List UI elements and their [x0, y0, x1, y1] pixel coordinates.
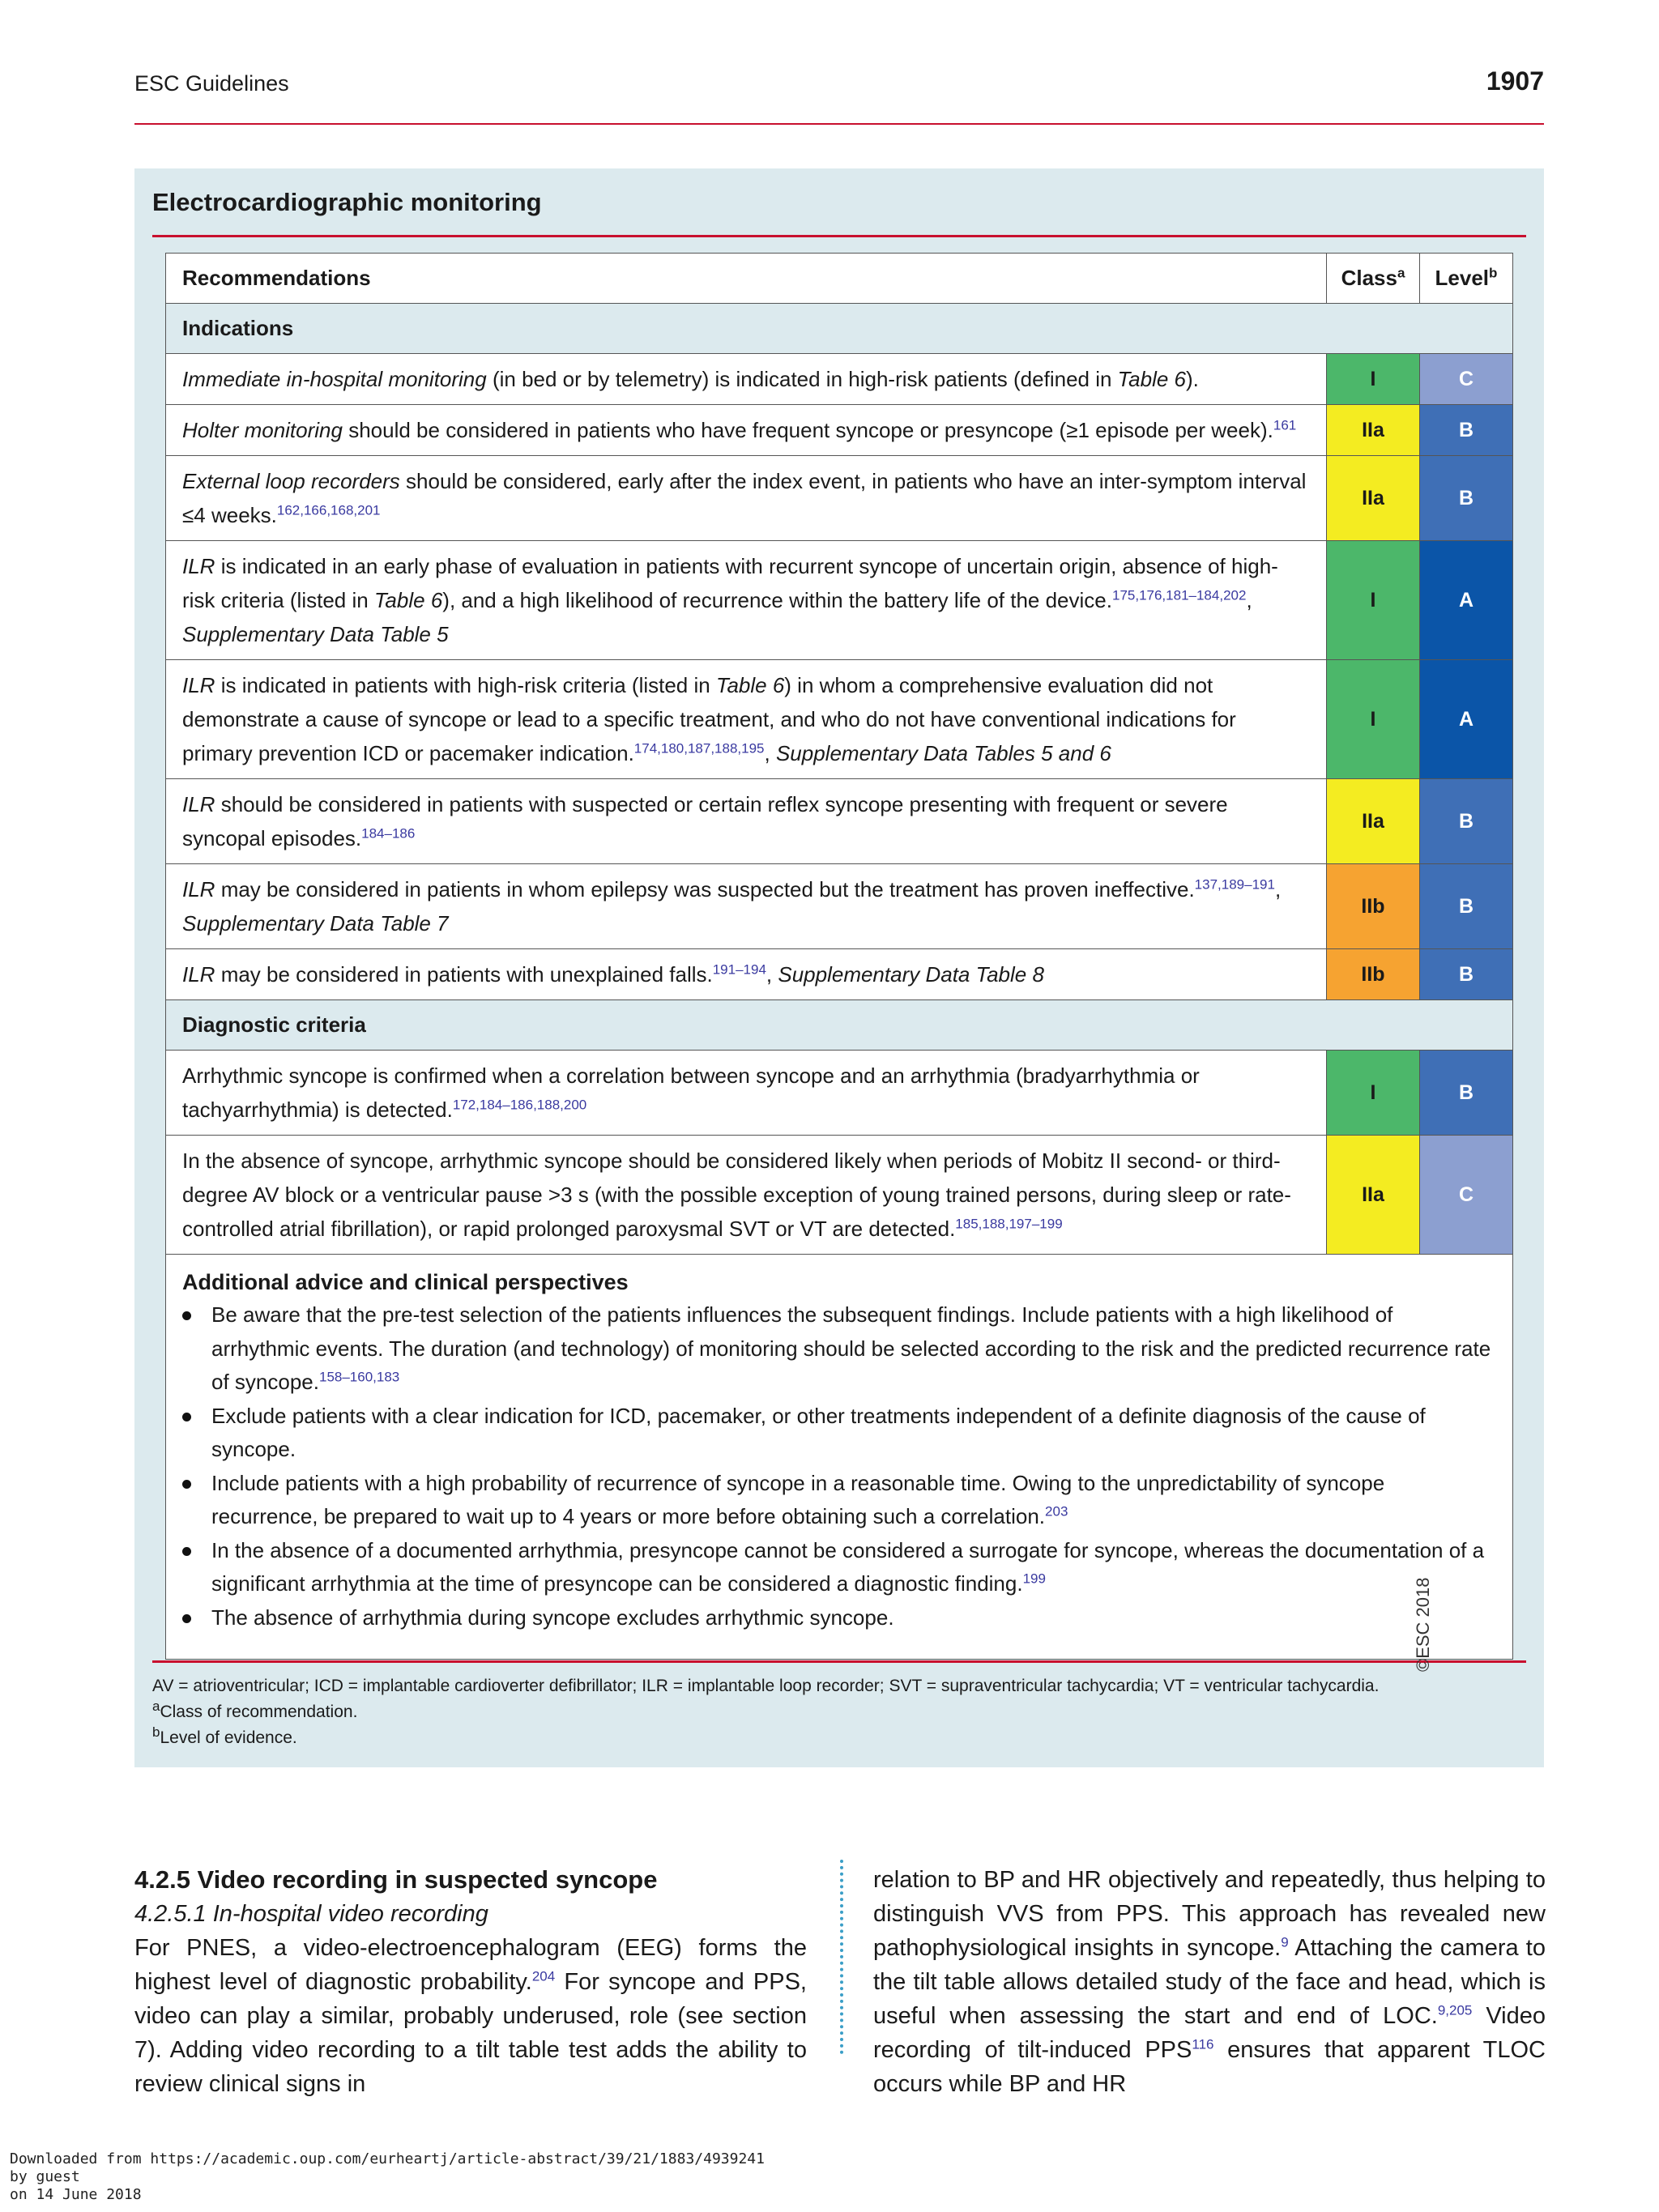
page-number: 1907 [1486, 66, 1544, 96]
column-divider [840, 1860, 843, 2054]
section-heading: 4.2.5 Video recording in suspected syncope [134, 1865, 658, 1894]
citation: 175,176,181–184,202 [1111, 587, 1247, 603]
level-badge: C [1420, 1136, 1513, 1255]
box-top-rule [152, 235, 1526, 237]
right-paragraph: relation to BP and HR objectively and repeatedly, thus helping to distinguish VVS from PPS. This approach has revealed new pathophysiological insights in syncope.$^9$ Attaching the camera to the tilt table allows detailed study of the face and head, which is useful when assessing the start and end of LOC.$^{9,205}$ Video recording of tilt-induced PPS$^{116}$ ensures that apparent TLOC occurs while BP and HR [873, 1867, 1546, 2097]
class-badge: I [1327, 354, 1420, 405]
citation: 158–160,183 [318, 1369, 400, 1385]
citation: 184–186 [361, 825, 416, 842]
subsection-heading: 4.2.5.1 In-hospital video recording [134, 1901, 488, 1927]
class-badge: IIb [1327, 949, 1420, 1000]
citation: 172,184–186,188,200 [452, 1097, 587, 1113]
class-badge: I [1327, 1051, 1420, 1136]
list-item: Exclude patients with a clear indication for ICD, pacemaker, or other treatments independent of a definite diagnosis of the cause of syncope. [182, 1400, 1496, 1467]
citation: 162,166,168,201 [276, 502, 381, 518]
bullet-icon [182, 1614, 191, 1623]
download-notice: Downloaded from https://academic.oup.com/eurheartj/article-abstract/39/21/1883/4939241 by guest on 14 June 2018 [10, 2150, 765, 2203]
box-title: Electrocardiographic monitoring [152, 188, 542, 216]
recommendation-text: ILR may be considered in patients in whom epilepsy was suspected but the treatment has proven ineffective.$^{137,189-191}$, Supplementary Data Table 7 [166, 864, 1327, 949]
footnote-abbreviations: AV = atrioventricular; ICD = implantable cardioverter defibrillator; ILR = implantable loop recorder; SVT = supraventricular tachycardia; VT = ventricular tachycardia. [152, 1677, 1380, 1695]
advice-cell [166, 1255, 1513, 1660]
list-item: Be aware that the pre-test selection of the patients influences the subsequent findings. Include patients with a high likelihood of arrhythmic events. The duration (and technology) of monitoring should be selected according to the risk and the predicted recurrence rate of syncope.$^{158-160,183}$ [182, 1298, 1496, 1400]
table-row [166, 1051, 1513, 1136]
section-indications: Indications [166, 304, 1513, 354]
table-row [166, 660, 1513, 779]
table-header-row [166, 254, 1513, 304]
table-row [166, 864, 1513, 949]
recommendation-text: Immediate in-hospital monitoring (in bed or by telemetry) is indicated in high-risk patients (defined in Table 6). [166, 354, 1327, 405]
citation: 137,189–191 [1194, 876, 1275, 893]
level-badge: B [1420, 405, 1513, 456]
class-badge: I [1327, 660, 1420, 779]
table-row [166, 779, 1513, 864]
recommendation-box [134, 168, 1544, 1767]
footnote-b: $^b$Level of evidence. [152, 1724, 297, 1747]
recommendations-table [165, 253, 1513, 1660]
class-badge: I [1327, 541, 1420, 660]
bullet-icon [182, 1547, 191, 1556]
recommendation-text: ILR may be considered in patients with unexplained falls.$^{191-194}$, Supplementary Data Table 8 [166, 949, 1327, 1000]
advice-title: Additional advice and clinical perspectives [182, 1270, 629, 1294]
level-badge: B [1420, 864, 1513, 949]
footnote-a: $^a$Class of recommendation. [152, 1698, 358, 1721]
list-item: Include patients with a high probability of recurrence of syncope in a reasonable time. Owing to the unpredictability of syncope recurrence, be prepared to wait up to 4 years or more before obtaining such a correlation.$^{203}$ [182, 1467, 1496, 1534]
table-row [166, 354, 1513, 405]
recommendation-text: Holter monitoring should be considered in patients who have frequent syncope or presyncope (≥1 episode per week).$^{161}$ [166, 405, 1327, 456]
section-diagnostic-criteria: Diagnostic criteria [166, 1000, 1513, 1051]
journal-name: ESC Guidelines [134, 71, 289, 96]
citation: 191–194 [712, 961, 766, 978]
recommendation-text: ILR is indicated in an early phase of evaluation in patients with recurrent syncope of uncertain origin, absence of high-risk criteria (listed in Table 6), and a high likelihood of recurrence within the battery life of the device.$^{175,176,181-184,202}$, Supplementary Data Table 5 [166, 541, 1327, 660]
level-badge: B [1420, 456, 1513, 541]
level-badge: A [1420, 660, 1513, 779]
recommendation-text: Arrhythmic syncope is confirmed when a correlation between syncope and an arrhythmia (bradyarrhythmia or tachyarrhythmia) is detected.$^{172,184-186,188,200}$ [166, 1051, 1327, 1136]
recommendation-text: In the absence of syncope, arrhythmic syncope should be considered likely when periods of Mobitz II second- or third-degree AV block or a ventricular pause >3 s (with the possible exception of young trained persons, during sleep or rate-controlled atrial fibrillation), or rapid prolonged paroxysmal SVT or VT are detected.$^{185,188,197-199}$ [166, 1136, 1327, 1255]
bullet-icon [182, 1311, 191, 1320]
table-row [166, 405, 1513, 456]
advice-row [166, 1255, 1513, 1660]
table-row [166, 949, 1513, 1000]
bullet-icon [182, 1480, 191, 1489]
class-badge: IIa [1327, 456, 1420, 541]
list-item: In the absence of a documented arrhythmia, presyncope cannot be considered a surrogate for syncope, whereas the documentation of a significant arrhythmia at the time of presyncope can be considered a diagnostic finding.$^{199}$ [182, 1534, 1496, 1601]
box-footnotes [152, 1673, 1379, 1751]
citation: 161 [1273, 417, 1297, 433]
copyright-vertical: ©ESC 2018 [1413, 1577, 1433, 1672]
class-badge: IIa [1327, 779, 1420, 864]
list-item: The absence of arrhythmia during syncope excludes arrhythmic syncope. [182, 1601, 1496, 1635]
table-row [166, 541, 1513, 660]
table-row [166, 456, 1513, 541]
level-badge: A [1420, 541, 1513, 660]
citation: 174,180,187,188,195 [633, 740, 765, 757]
recommendation-text: ILR is indicated in patients with high-risk criteria (listed in Table 6) in whom a comprehensive evaluation did not demonstrate a cause of syncope or lead to a specific treatment, and who do not have conventional indications for primary prevention ICD or pacemaker indication.$^{174,180,187,188,195}$, Supplementary Data Tables 5 and 6 [166, 660, 1327, 779]
col-class: Class$^a$ [1327, 254, 1420, 304]
col-level: Level$^b$ [1420, 254, 1513, 304]
left-paragraph: For PNES, a video-electroencephalogram (EEG) forms the highest level of diagnostic probability.$^{204}$ For syncope and PPS, video can play a similar, probably underused, role (see section 7). Adding video recording to a tilt table test adds the ability to review clinical signs in [134, 1935, 807, 2097]
citation: 199 [1022, 1571, 1046, 1587]
level-badge: B [1420, 779, 1513, 864]
citation: 185,188,197–199 [955, 1216, 1063, 1232]
box-bottom-rule [152, 1660, 1526, 1663]
level-badge: B [1420, 949, 1513, 1000]
level-badge: C [1420, 354, 1513, 405]
right-column [873, 1863, 1546, 2101]
table-row [166, 1136, 1513, 1255]
citation: 203 [1045, 1503, 1068, 1519]
level-badge: B [1420, 1051, 1513, 1136]
recommendation-text: External loop recorders should be considered, early after the index event, in patients who have an inter-symptom interval ≤4 weeks.$^{162,166,168,201}$ [166, 456, 1327, 541]
class-badge: IIa [1327, 1136, 1420, 1255]
left-column [134, 1863, 807, 2101]
class-badge: IIb [1327, 864, 1420, 949]
class-badge: IIa [1327, 405, 1420, 456]
recommendation-text: ILR should be considered in patients with suspected or certain reflex syncope presenting with frequent or severe syncopal episodes.$^{184-186}$ [166, 779, 1327, 864]
page-header [134, 66, 1544, 125]
bullet-icon [182, 1413, 191, 1421]
col-recommendations: Recommendations [166, 254, 1327, 304]
advice-list [182, 1298, 1496, 1634]
